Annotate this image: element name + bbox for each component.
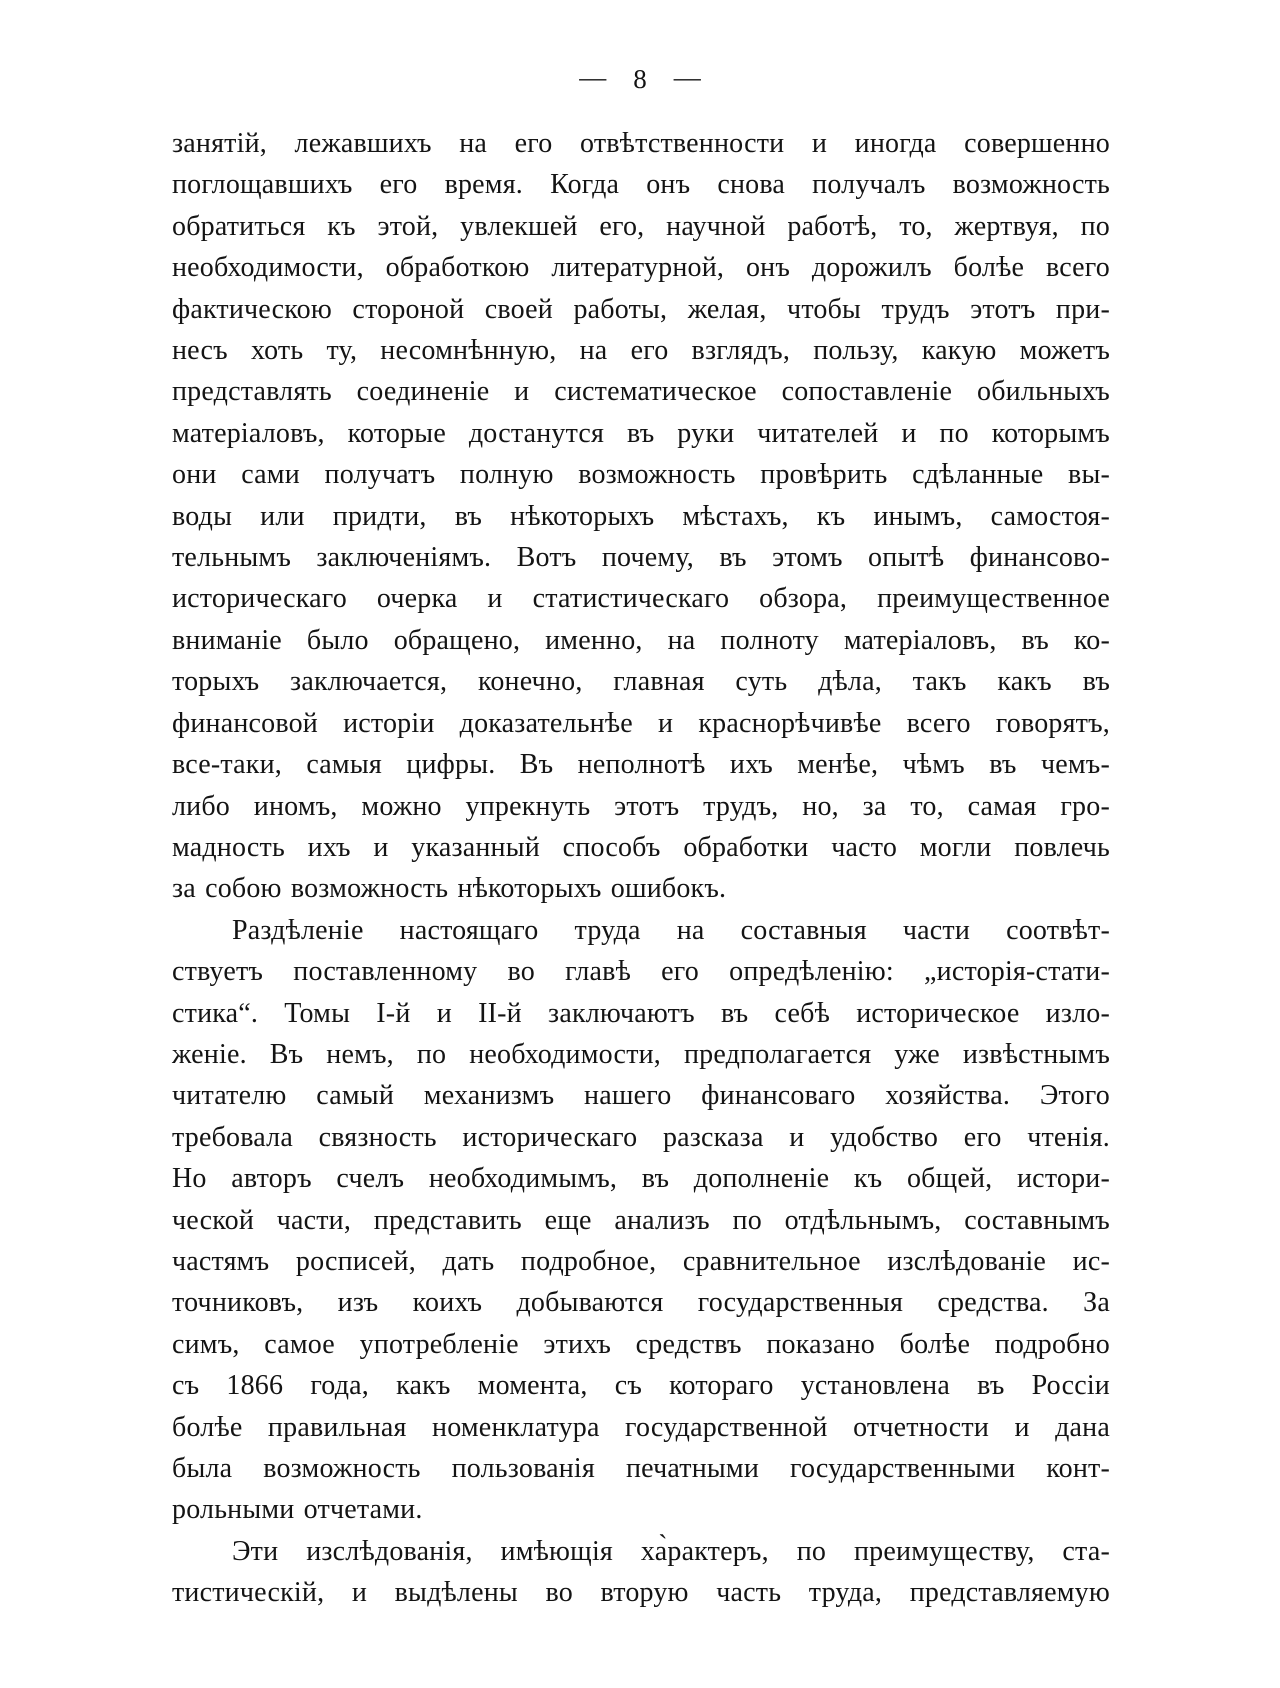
text-line: болѣе правильная номенклатура государственной отчетности и дана xyxy=(172,1411,1110,1443)
text-line-paragraph-end: рольными отчетами. xyxy=(172,1494,423,1526)
text-line: была возможность пользованія печатными государственными конт- xyxy=(172,1453,1110,1484)
text-line: съ 1866 года, какъ момента, съ котораго установлена въ Россіи xyxy=(172,1370,1110,1402)
text-line: частямъ росписей, дать подробное, сравнительное изслѣдованіе ис- xyxy=(172,1245,1110,1277)
text-line-paragraph-start: Раздѣленіе настоящаго труда на составныя части соотвѣт- xyxy=(232,914,1110,946)
text-line: либо иномъ, можно упрекнуть этотъ трудъ, но, за то, самая гро- xyxy=(172,790,1110,822)
text-line: женіе. Въ немъ, по необходимости, предполагается уже извѣстнымъ xyxy=(172,1038,1110,1070)
text-line: все-таки, самыя цифры. Въ неполнотѣ ихъ менѣе, чѣмъ въ чемъ- xyxy=(172,749,1110,781)
text-line: тельнымъ заключеніямъ. Вотъ почему, въ этомъ опытѣ финансово- xyxy=(172,542,1110,574)
header-left-dash: — xyxy=(579,62,607,92)
text-line: требовала связность историческаго разсказа и удобство его чтенія. xyxy=(172,1121,1110,1153)
text-line: читателю самый механизмъ нашего финансоваго хозяйства. Этого xyxy=(172,1080,1110,1112)
text-line: ческой части, представить еще анализъ по отдѣльнымъ, составнымъ xyxy=(172,1204,1110,1236)
page-number: 8 xyxy=(633,64,647,94)
text-line: точниковъ, изъ коихъ добываются государственныя средства. За xyxy=(172,1287,1110,1319)
text-line: воды или придти, въ нѣкоторыхъ мѣстахъ, къ инымъ, самостоя- xyxy=(172,500,1110,532)
text-line-paragraph-start: Эти изслѣдованія, имѣющія ха̀рактеръ, по преимуществу, ста- xyxy=(232,1535,1110,1567)
text-line: необходимости, обработкою литературной, онъ дорожилъ болѣе всего xyxy=(172,252,1110,284)
text-line: мадность ихъ и указанный способъ обработки часто могли повлечь xyxy=(172,831,1110,863)
text-line: поглощавшихъ его время. Когда онъ снова получалъ возможность xyxy=(172,169,1110,201)
text-line: матеріаловъ, которые достанутся въ руки читателей и по которымъ xyxy=(172,417,1110,449)
text-line: несъ хоть ту, несомнѣнную, на его взглядъ, пользу, какую можетъ xyxy=(172,335,1110,367)
text-line: представлять соединеніе и систематическое сопоставленіе обильныхъ xyxy=(172,376,1110,408)
text-line: финансовой исторіи доказательнѣе и краснорѣчивѣе всего говорятъ, xyxy=(172,707,1110,739)
text-line: вниманіе было обращено, именно, на полноту матеріаловъ, въ ко- xyxy=(172,624,1110,656)
text-line: торыхъ заключается, конечно, главная суть дѣла, такъ какъ въ xyxy=(172,666,1110,698)
text-line: ствуетъ поставленному во главѣ его опредѣленію: „исторія-стати- xyxy=(172,956,1110,988)
text-line: историческаго очерка и статистическаго обзора, преимущественное xyxy=(172,583,1110,615)
text-line: Но авторъ счелъ необходимымъ, въ дополненіе къ общей, истори- xyxy=(172,1163,1110,1195)
page-header xyxy=(0,62,1280,96)
text-line: тистическій, и выдѣлены во вторую часть труда, представляемую xyxy=(172,1577,1110,1609)
text-line: стика“. Томы I-й и II-й заключаютъ въ себѣ историческое изло- xyxy=(172,997,1110,1029)
header-right-dash: — xyxy=(673,62,701,92)
text-line: обратиться къ этой, увлекшей его, научной работѣ, то, жертвуя, по xyxy=(172,210,1110,242)
text-line-paragraph-end: за собою возможность нѣкоторыхъ ошибокъ. xyxy=(172,873,727,905)
text-line: фактическою стороной своей работы, желая, чтобы трудъ этотъ при- xyxy=(172,293,1110,325)
body-text xyxy=(172,123,1110,1614)
text-line: они сами получатъ полную возможность провѣрить сдѣланные вы- xyxy=(172,459,1110,491)
text-line: занятій, лежавшихъ на его отвѣтственности и иногда совершенно xyxy=(172,128,1110,159)
text-line: симъ, самое употребленіе этихъ средствъ показано болѣе подробно xyxy=(172,1328,1110,1360)
